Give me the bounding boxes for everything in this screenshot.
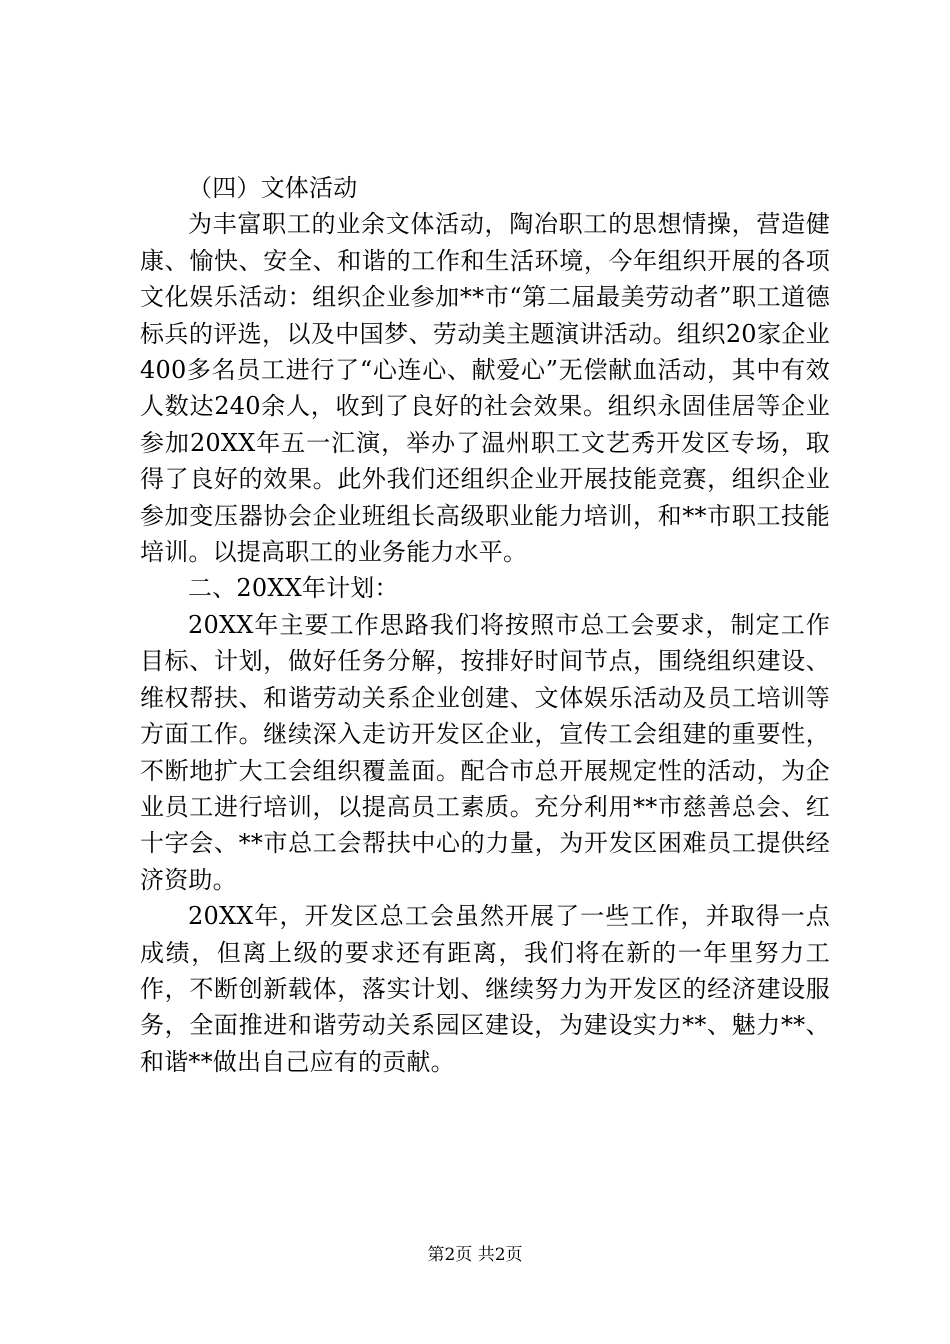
document-body <box>140 170 830 1080</box>
page-number-footer: 第2页 共2页 <box>427 1245 523 1265</box>
paragraph-annual-plan: 20XX年主要工作思路我们将按照市总工会要求，制定工作目标、计划，做好任务分解，按排好时间节点，围绕组织建设、维权帮扶、和谐劳动关系企业创建、文体娱乐活动及员工培训等方面工作。继续深入走访开发区企业，宣传工会组建的重要性，不断地扩大工会组织覆盖面。配合市总开展规定性的活动，为企业员工进行培训，以提高员工素质。充分利用**市慈善总会、红十字会、**市总工会帮扶中心的力量，为开发区困难员工提供经济资助。 <box>140 610 830 894</box>
section-heading-annual-plan: 二、20XX年计划： <box>188 574 399 603</box>
paragraph-conclusion: 20XX年，开发区总工会虽然开展了一些工作，并取得一点成绩，但离上级的要求还有距离，我们将在新的一年里努力工作，不断创新载体，落实计划、继续努力为开发区的经济建设服务，全面推进和谐劳动关系园区建设，为建设实力**、魅力**、和谐**做出自己应有的贡献。 <box>140 902 830 1076</box>
paragraph-culture-sports-activities: 为丰富职工的业余文体活动，陶冶职工的思想情操，营造健康、愉快、安全、和谐的工作和生活环境，今年组织开展的各项文化娱乐活动：组织企业参加**市“第二届最美劳动者”职工道德标兵的评选，以及中国梦、劳动美主题演讲活动。组织20家企业400多名员工进行了“心连心、献爱心”无偿献血活动，其中有效人数达240余人，收到了良好的社会效果。组织永固佳居等企业参加20XX年五一汇演，举办了温州职工文艺秀开发区专场，取得了良好的效果。此外我们还组织企业开展技能竞赛，组织企业参加变压器协会企业班组长高级职业能力培训，和**市职工技能培训。以提高职工的业务能力水平。 <box>140 210 830 567</box>
section-heading-culture-sports: （四）文体活动 <box>188 174 358 202</box>
